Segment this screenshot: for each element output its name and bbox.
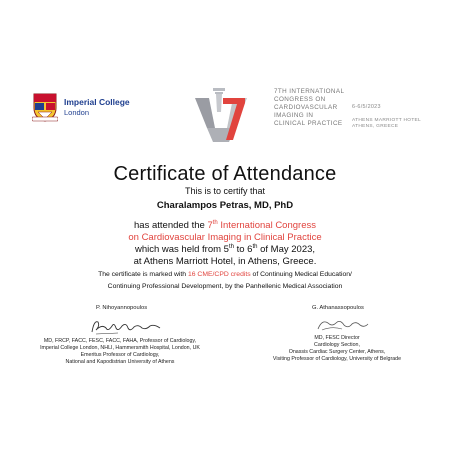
left-desc-line-3: Emeritus Professor of Cardiology,	[80, 352, 160, 358]
held-middle: to	[233, 244, 248, 255]
attended-prefix: has attended the	[134, 220, 208, 231]
imperial-crest-icon	[32, 92, 58, 122]
left-desc-line-1: MD, FRCP, FACC, FESC, FACC, FAHA, Professor of Cardiology,	[43, 338, 197, 344]
to-day: 6	[247, 244, 253, 255]
congress-line-5: CLINICAL PRACTICE	[274, 120, 343, 127]
certificate-title: Certificate of Attendance	[113, 163, 337, 185]
venue-line: at Athens Marriott Hotel, in Athens, Greece.	[133, 256, 317, 267]
right-signatory-desc	[262, 335, 412, 363]
credits-prefix: The certificate is marked with	[98, 271, 188, 278]
right-desc-line-1: MD, FESC Director	[314, 335, 360, 341]
ordinal-suffix: th	[212, 219, 218, 226]
congress-venue-line-2: ATHENS, GREECE	[352, 124, 399, 129]
credits-value: 16 CME/CPD credits	[187, 271, 251, 278]
held-line	[0, 244, 450, 255]
congress-line-3: CARDIOVASCULAR	[274, 104, 338, 111]
to-suffix: th	[252, 243, 258, 250]
left-desc-line-4: National and Kapodistrian University of Athens	[65, 359, 175, 365]
recipient-name: Charalampos Petras, MD, PhD	[156, 200, 294, 211]
credits-suffix: of Continuing Medical Education/	[250, 271, 352, 278]
congress-info	[352, 104, 421, 130]
right-desc-line-2: Cardiology Section,	[314, 342, 360, 348]
left-desc-line-2: Imperial College London, NHLI, Hammersmith Hospital, London, UK	[40, 345, 200, 351]
from-day: 5	[223, 244, 229, 255]
held-prefix: which was held from	[134, 244, 224, 255]
imperial-city: London	[64, 107, 90, 117]
attended-line	[0, 220, 450, 231]
ordinal-number: 7	[207, 220, 213, 231]
credits-line-1	[0, 271, 450, 278]
right-desc-line-3: Onassis Cardiac Surgery Center, Athens,	[288, 349, 386, 355]
imperial-name: Imperial College	[64, 97, 130, 107]
congress-name-line-1: International Congress	[217, 220, 316, 231]
certify-text: This is to certify that	[184, 186, 266, 196]
congress-title-block	[274, 88, 344, 128]
right-signatory-name: G. Athanassopoulos	[312, 305, 364, 311]
credits-line-2: Continuing Professional Development, by the Panhellenic Medical Association	[107, 283, 343, 290]
right-desc-line-4: Visiting Professor of Cardiology, University of Belgrade	[272, 356, 402, 362]
held-end: of May 2023,	[257, 244, 316, 255]
congress-dates: 6-6/5/2023	[352, 104, 381, 110]
congress-logo-icon	[193, 88, 251, 146]
left-signatory-name: P. Nihoyannopoulos	[96, 305, 148, 311]
congress-line-1: 7TH INTERNATIONAL	[274, 88, 345, 95]
imperial-college-logo	[32, 92, 130, 122]
from-suffix: th	[228, 243, 234, 250]
congress-line-2: CONGRESS ON	[274, 96, 326, 103]
left-signatory-desc	[20, 338, 220, 366]
congress-line-4: IMAGING IN	[274, 112, 314, 119]
congress-name-line-2: on Cardiovascular Imaging in Clinical Practice	[128, 232, 322, 243]
congress-venue-line-1: ATHENS MARRIOTT HOTEL	[352, 118, 422, 123]
